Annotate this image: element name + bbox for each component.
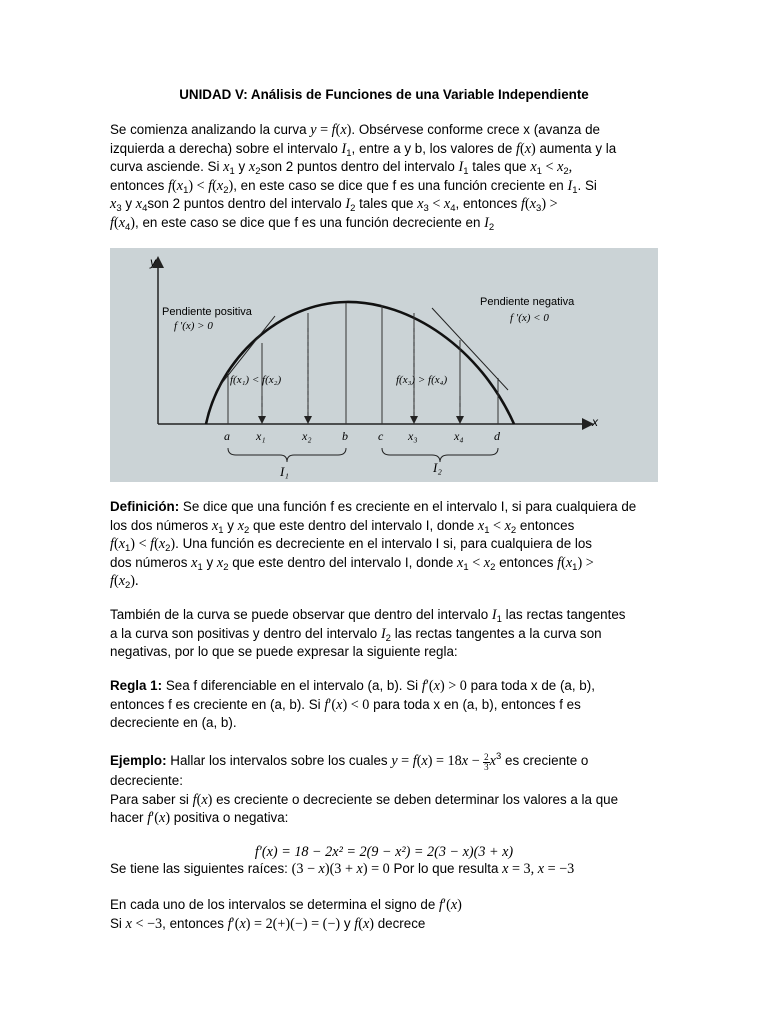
tick-label: x₂ [302,429,312,443]
label-positive-slope: Pendiente positiva [162,306,252,318]
text: aumenta y la [535,140,617,156]
intro-paragraph: Se comienza analizando la curva y = f(x). Obsérvese conforme crece x (avanza de izquierda a derecha) sobre el intervalo $I_1$, entre a y b, los valores de f(x) aumenta y la curva asciende. Si $x_1$ y $x_2son$ 2 puntos dentro del intervalo $I_1$ tales que $x_1 < x_2$, entonces $f(x_1) < f(x_2)$, en este caso se dice que f es una función creciente en $I_1$. Si $x_3$ y $x_4son$ 2 puntos dentro del intervalo $I_2$ tales que $x_3 < x_4$, entonces $f(x_3)$ > $f(x_4)$, en este caso se dice que f es una función decreciente en $I_2$ [110,122,617,233]
tick-label: x₃ [408,429,418,443]
label-ineq-left: f(x₁) < f(x₂) [230,374,282,386]
text: Se dice que una función f es creciente en el intervalo I, si para cualquiera de [179,499,637,514]
tick-label: b [342,429,348,443]
interval-2-label: I₂ [433,460,442,475]
rule-paragraph: Regla 1: Sea f diferenciable en el intervalo (a, b). Si f′(x) > 0 para toda x de (a, b), entonces f es creciente en (a, b). Si f′(x) < 0 para toda x en (a, b), entonces f es decreciente en (a, b). [110,678,595,730]
text: , en este caso se dice que f es una función decreciente en [135,214,485,230]
tick-label: d [494,429,500,443]
text: , entonces [455,196,522,211]
text: , en este caso se dice que f es una función creciente en [233,177,568,193]
text: son 2 puntos dentro del intervalo [147,196,346,211]
label-negative-derivative: f ′(x) < 0 [510,312,549,324]
tick-labels [224,429,501,443]
text: . Obsérvese conforme crece x (avanza de [351,122,600,137]
curve-diagram [110,248,658,482]
text: . Si [577,177,597,193]
y-axis-label: y [150,255,156,269]
text: y [121,196,136,211]
tick-label: x₁ [256,429,266,443]
example-label: Ejemplo: [110,753,167,768]
definition-paragraph: Definición: Se dice que una función f es creciente en el intervalo I, si para cualquiera de los dos números $x_1$ y $x_2$ que este dentro del intervalo I, donde $x_1 < x_2$ entonces $f(x_1) < f(x_2)$. Una función es decreciente en el intervalo I si, para cualquiera de los dos números $x_1$ y $x_2$ que este dentro del intervalo I, donde $x_1 < x_2$ entonces $f(x_1)$ > $f(x_2)$. [110,499,637,591]
label-negative-slope: Pendiente negativa [480,296,575,308]
math: y [310,122,317,138]
tick-label: c [378,429,384,443]
text: tales que [468,159,531,174]
label-ineq-right: f(x₃) > f(x₄) [396,374,448,386]
label-positive-derivative: f ′(x) > 0 [174,320,213,332]
text: , entre a y b, los valores de [351,140,517,156]
tangents-paragraph: También de la curva se puede observar que dentro del intervalo $I_1$ las rectas tangentes a la curva son positivas y dentro del intervalo $I_2$ las rectas tangentes a la curva son negativas, por lo que se puede expresar la siguiente regla: [110,607,626,659]
x-axis-label: x [592,415,598,429]
text: y [234,159,249,174]
roots-line: Se tiene las siguientes raíces: (3 − x)(3 + x) = 0 Por lo que resulta x = 3, x = −3 [110,861,575,877]
text: entonces [110,177,169,193]
text: tales que [355,196,418,211]
rule-label: Regla 1: [110,678,163,693]
tick-label: x₄ [454,429,464,443]
text: izquierda a derecha) sobre el intervalo [110,140,342,156]
definition-label: Definición: [110,499,180,514]
text: Se comienza analizando la curva [110,122,311,137]
text: curva asciende. Si [110,159,224,174]
page-title: UNIDAD V: Análisis de Funciones de una Variable Independiente [179,87,589,102]
sign-analysis: En cada uno de los intervalos se determina el signo de f′(x) Si x < −3, entonces f′(x) = 2(+)(−) = (−) y f(x) decrece [110,897,462,932]
fraction-two-thirds: $\frac{2}{3}$ [484,752,489,772]
tick-label: a [224,429,230,443]
derivative-equation: f′(x) = 18 − 2x² = 2(9 − x²) = 2(3 − x)(3 + x) [254,844,514,860]
text: son 2 puntos dentro del intervalo [260,159,459,174]
brace-interval-1 [228,448,346,462]
example-paragraph: Ejemplo: Hallar los intervalos sobre los cuales y = f(x) = 18x − $\frac{2}{3}$ $x^3$ es creciente o decreciente: Para saber si f(x) es creciente o decreciente se deben determinar los valores a la que hacer f′(x) positiva o negativa: [110,751,619,826]
interval-1-label: I₁ [280,464,289,479]
curve [206,302,514,424]
increasing-decreasing-figure [110,248,658,482]
